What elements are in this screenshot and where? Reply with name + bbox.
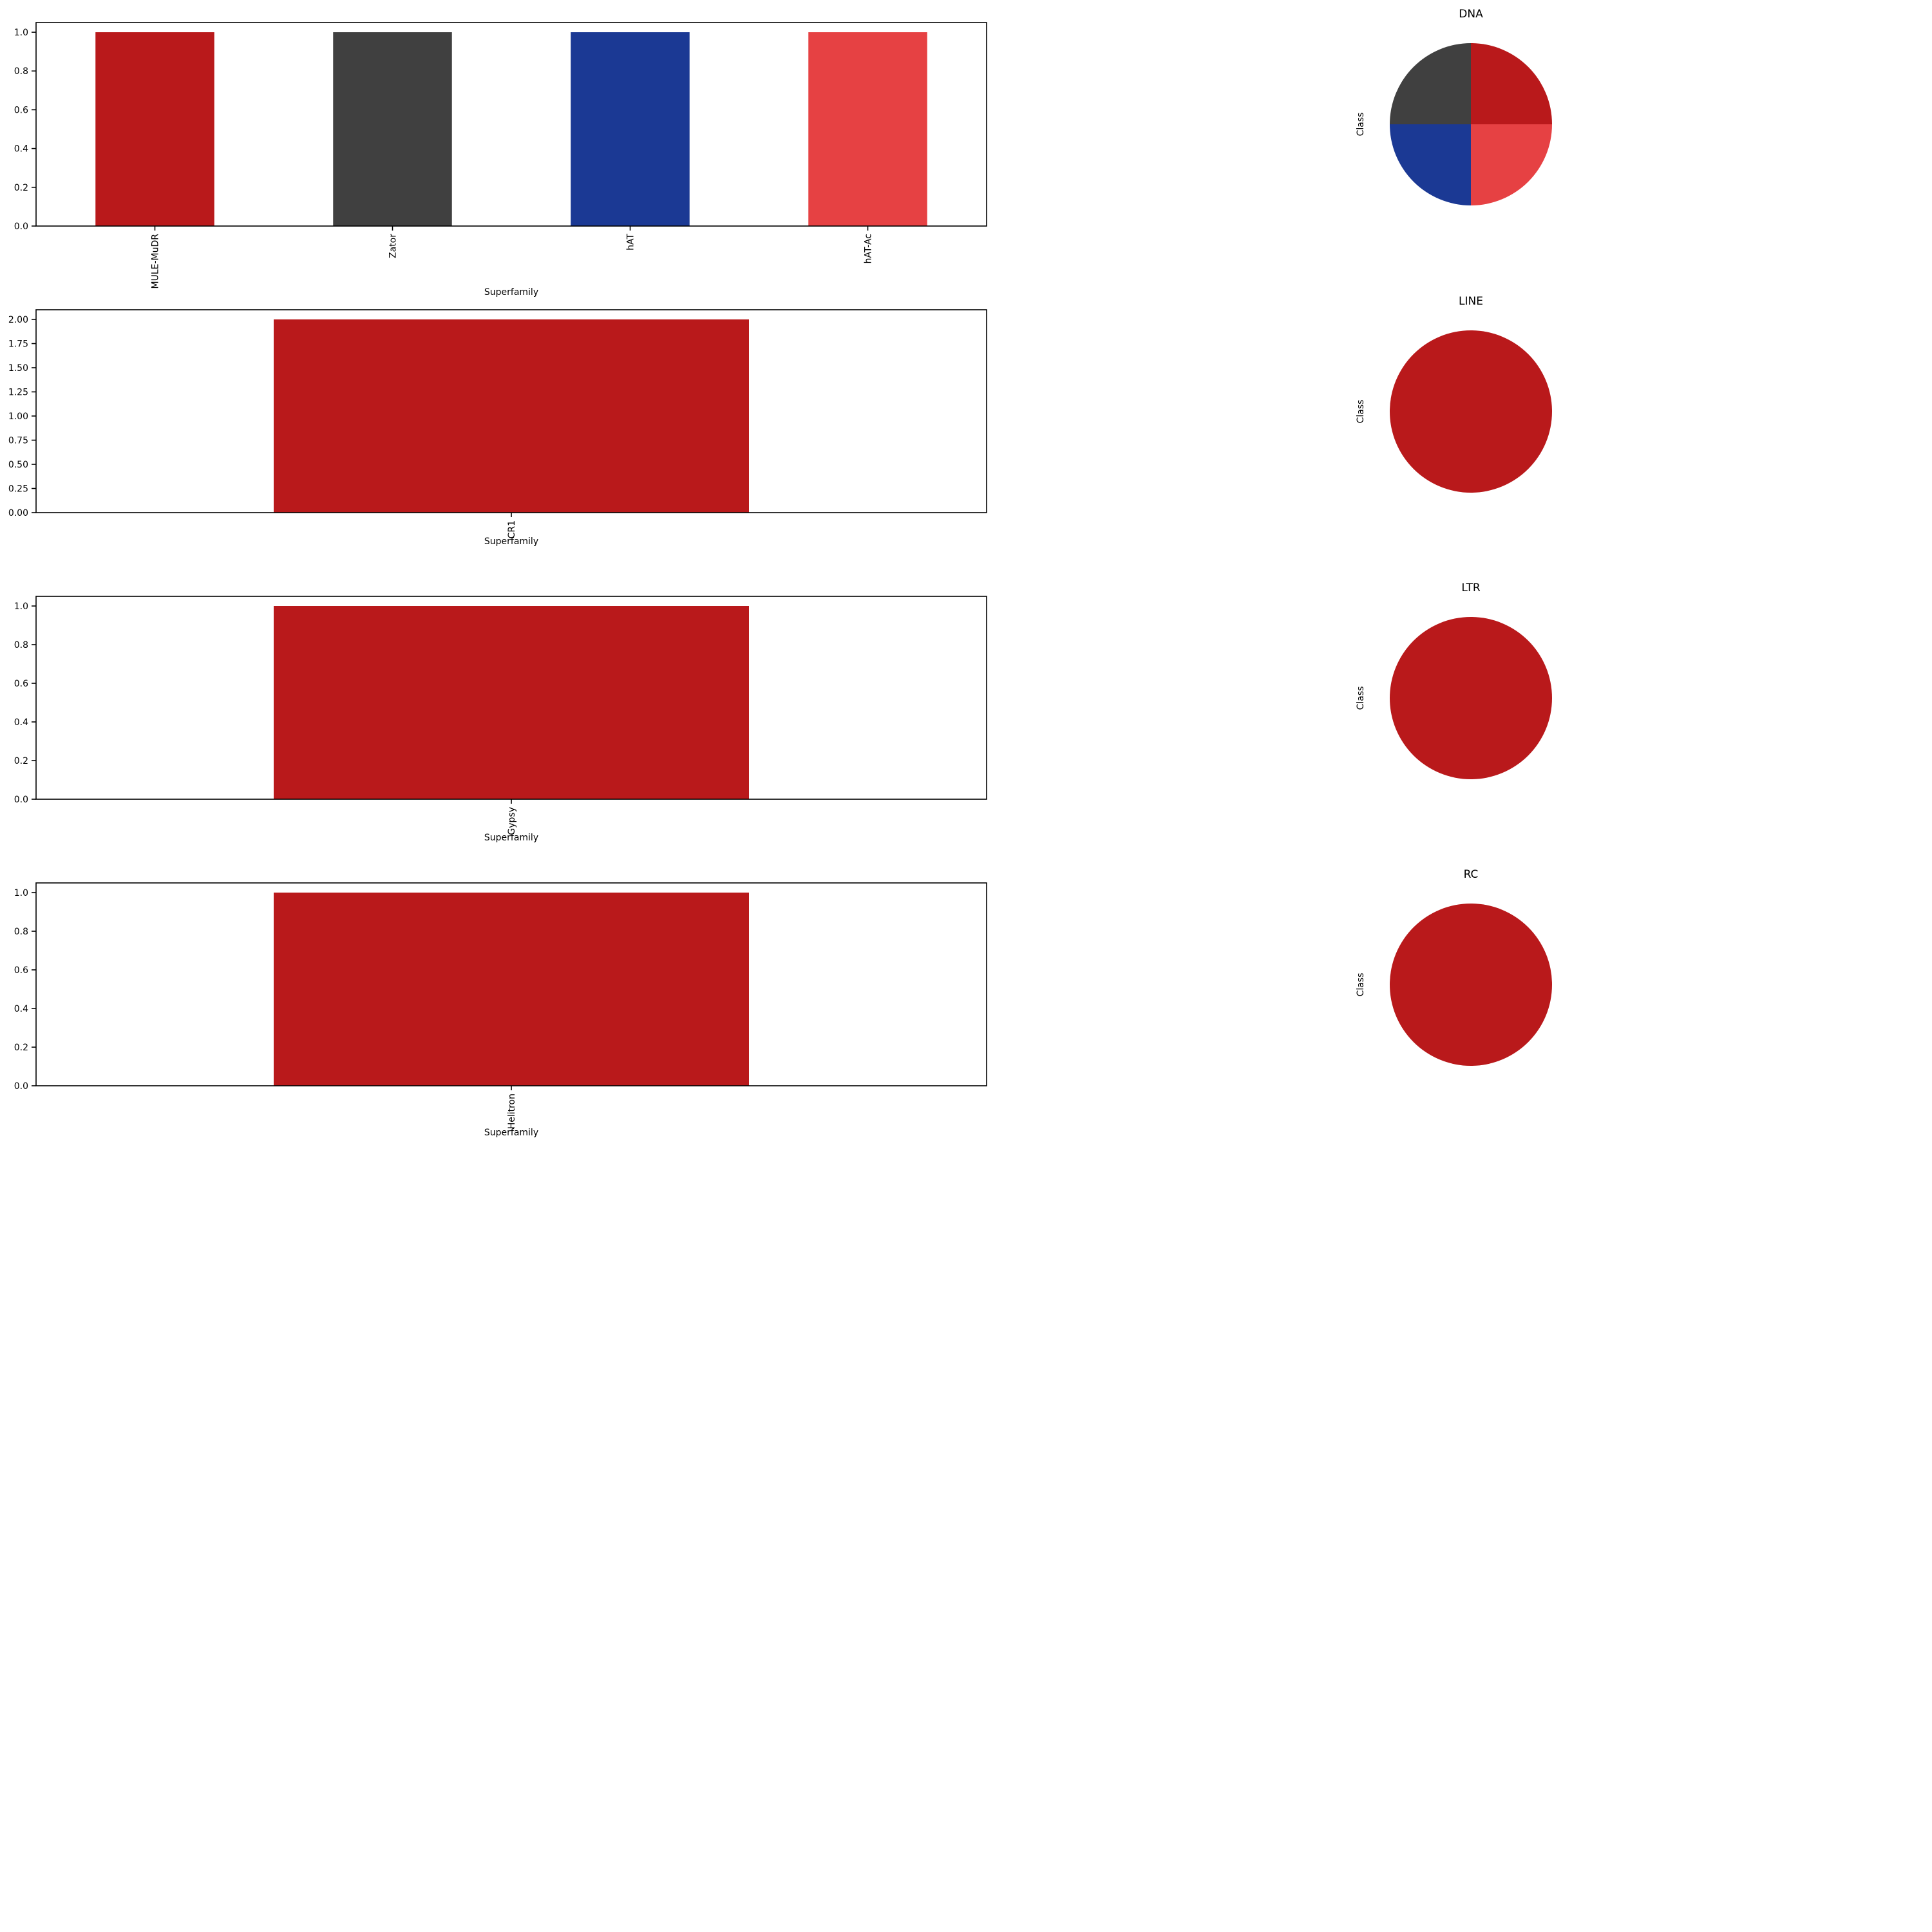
- y-tick-label: 0.4: [14, 144, 28, 155]
- x-tick-label-helitron: Helitron: [507, 1094, 517, 1130]
- y-tick-label: 0.25: [8, 484, 28, 495]
- y-tick-label: 0.4: [14, 1004, 28, 1014]
- pie-slice-cr1: [1390, 330, 1552, 493]
- bar-chart-1: [14, 23, 987, 298]
- y-tick-label: 1.0: [14, 601, 28, 612]
- y-tick-label: 0.0: [14, 222, 28, 232]
- x-tick-label-cr1: CR1: [507, 520, 517, 539]
- pie-chart-rc: [1356, 868, 1552, 1066]
- x-tick-label-zator: Zator: [388, 234, 399, 258]
- y-tick-label: 0.6: [14, 965, 28, 976]
- x-axis-label: Superfamily: [484, 833, 539, 843]
- pie-ylabel: Class: [1356, 686, 1366, 710]
- y-tick-label: 1.50: [8, 363, 28, 374]
- pie-title: DNA: [1459, 8, 1483, 21]
- bar-hat: [571, 32, 690, 226]
- y-tick-label: 1.25: [8, 387, 28, 398]
- pie-slice-helitron: [1390, 904, 1552, 1066]
- y-tick-label: 0.8: [14, 640, 28, 650]
- x-axis-label: Superfamily: [484, 1128, 539, 1138]
- pie-title: LTR: [1461, 582, 1481, 594]
- bar-zator: [333, 32, 452, 226]
- y-tick-label: 0.2: [14, 1043, 28, 1053]
- pie-slice-hat: [1390, 124, 1471, 205]
- y-tick-label: 0.6: [14, 679, 28, 689]
- bar-cr1: [274, 319, 749, 513]
- pie-chart-ltr: [1356, 582, 1552, 779]
- y-tick-label: 1.75: [8, 339, 28, 350]
- y-tick-label: 0.0: [14, 795, 28, 805]
- pie-chart-line: [1356, 295, 1552, 493]
- bar-helitron: [274, 893, 749, 1086]
- pie-slice-mule-mudr: [1471, 43, 1552, 124]
- x-tick-label-mule-mudr: MULE-MuDR: [150, 234, 161, 289]
- y-tick-label: 0.8: [14, 927, 28, 937]
- y-tick-label: 2.00: [8, 315, 28, 325]
- pie-slice-gypsy: [1390, 617, 1552, 779]
- y-tick-label: 0.75: [8, 435, 28, 446]
- bar-chart-2: [8, 310, 987, 547]
- pie-chart-dna: [1356, 8, 1552, 205]
- y-tick-label: 0.8: [14, 66, 28, 77]
- x-tick-label-hat: hAT: [625, 234, 636, 251]
- y-tick-label: 0.4: [14, 717, 28, 728]
- pie-title: RC: [1463, 868, 1479, 881]
- bar-chart-4: [14, 883, 987, 1138]
- x-axis-label: Superfamily: [484, 287, 539, 298]
- y-tick-label: 1.0: [14, 28, 28, 39]
- x-axis-label: Superfamily: [484, 536, 539, 547]
- pie-slice-zator: [1390, 43, 1471, 124]
- y-tick-label: 0.2: [14, 756, 28, 766]
- bar-hat-ac: [808, 32, 927, 226]
- x-tick-label-gypsy: Gypsy: [507, 807, 517, 835]
- y-tick-label: 0.50: [8, 460, 28, 470]
- pie-title: LINE: [1459, 295, 1483, 308]
- bar-mule-mudr: [95, 32, 214, 226]
- pie-ylabel: Class: [1356, 112, 1366, 137]
- x-tick-label-hat-ac: hAT-Ac: [863, 234, 874, 264]
- y-tick-label: 0.2: [14, 182, 28, 193]
- bar-gypsy: [274, 606, 749, 799]
- pie-slice-hat-ac: [1471, 124, 1552, 205]
- y-tick-label: 1.0: [14, 888, 28, 898]
- pie-ylabel: Class: [1356, 399, 1366, 424]
- y-tick-label: 1.00: [8, 412, 28, 422]
- y-tick-label: 0.0: [14, 1081, 28, 1092]
- y-tick-label: 0.6: [14, 105, 28, 116]
- pie-ylabel: Class: [1356, 972, 1366, 997]
- y-tick-label: 0.00: [8, 508, 28, 518]
- bar-chart-3: [14, 596, 987, 843]
